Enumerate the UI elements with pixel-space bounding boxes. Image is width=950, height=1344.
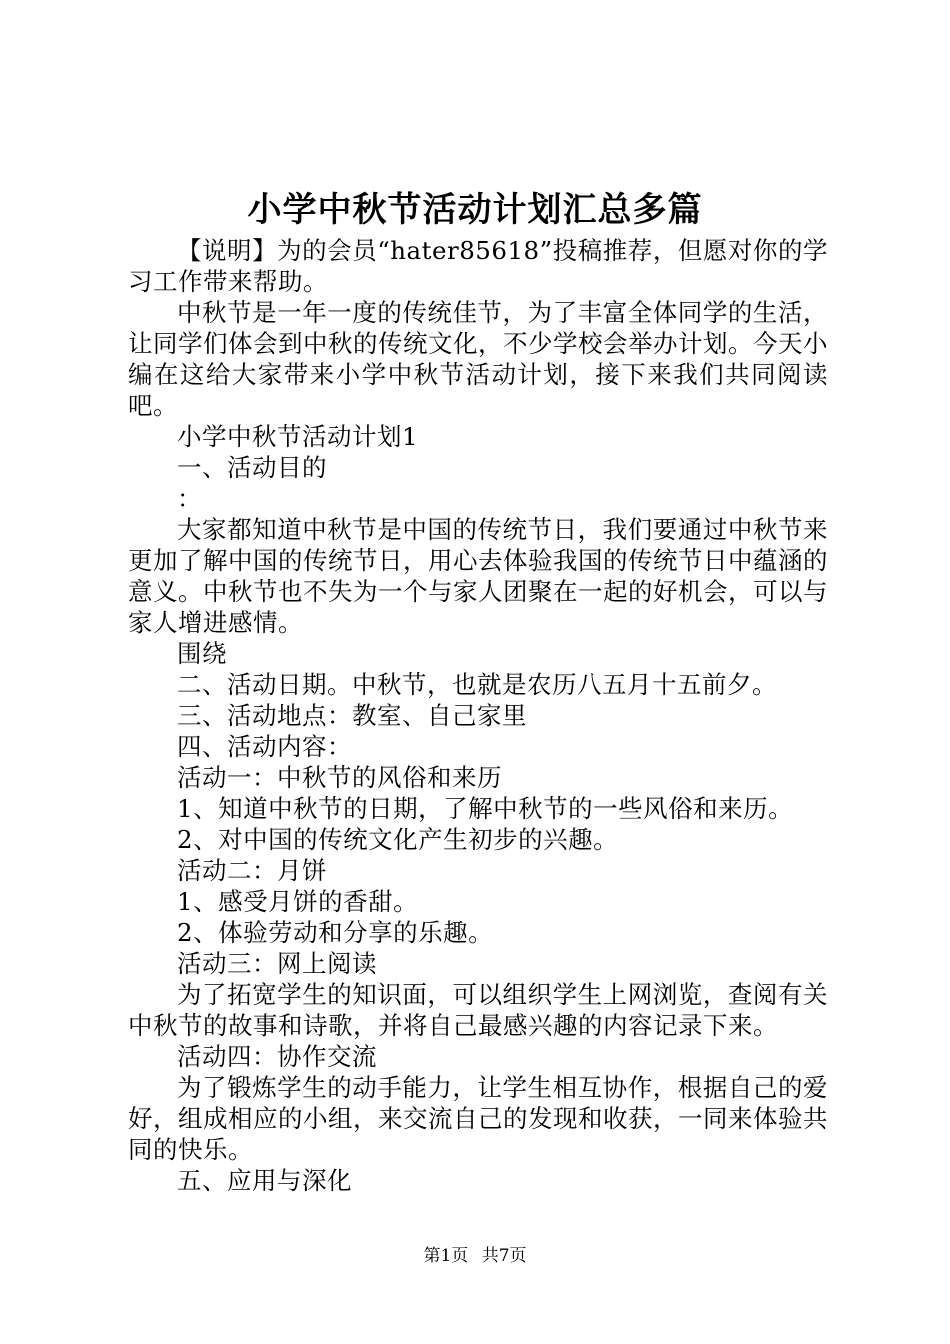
- activity-heading-4: 活动四：协作交流: [177, 1042, 377, 1071]
- section-heading-application: 五、应用与深化: [177, 1166, 352, 1195]
- section-heading-content: 四、活动内容：: [177, 732, 352, 761]
- section-heading-location: 三、活动地点：教室、自己家里: [177, 701, 527, 730]
- activity-heading-2: 活动二：月饼: [177, 856, 327, 885]
- paragraph-purpose: 大家都知道中秋节是中国的传统节日，我们要通过中秋节来更加了解中国的传统节日，用心去体验我国的传统节日中蕴涵的意义。中秋节也不失为一个与家人团聚在一起的好机会，可以与家人增进感情。: [128, 515, 828, 637]
- page-footer: [0, 1244, 950, 1268]
- document-title: 小学中秋节活动计划汇总多篇: [247, 190, 703, 230]
- paragraph-colon: ：: [177, 484, 202, 513]
- page-total: 共7页: [481, 1246, 527, 1266]
- paragraph-note: 【说明】为的会员“hater85618”投稿推荐，但愿对你的学习工作带来帮助。: [128, 236, 828, 296]
- list-item: 2、对中国的传统文化产生初步的兴趣。: [177, 825, 619, 854]
- paragraph-intro: 中秋节是一年一度的传统佳节，为了丰富全体同学的生活，让同学们体会到中秋的传统文化，不少学校会举办计划。今天小编在这给大家带来小学中秋节活动计划，接下来我们共同阅读吧。: [128, 298, 828, 420]
- section-heading-purpose: 一、活动目的: [177, 453, 327, 482]
- activity-heading-3: 活动三：网上阅读: [177, 949, 377, 978]
- page-number: 第1页: [423, 1246, 469, 1266]
- activity-heading-1: 活动一：中秋节的风俗和来历: [177, 763, 502, 792]
- list-item: 1、知道中秋节的日期，了解中秋节的一些风俗和来历。: [177, 794, 794, 823]
- paragraph-activity-4: 为了锻炼学生的动手能力，让学生相互协作，根据自己的爱好，组成相应的小组，来交流自己的发现和收获，一同来体验共同的快乐。: [128, 1073, 828, 1164]
- list-item: 1、感受月饼的香甜。: [177, 887, 419, 916]
- section-heading-plan-1: 小学中秋节活动计划1: [177, 422, 419, 451]
- paragraph-around: 围绕: [177, 639, 227, 668]
- section-heading-date: 二、活动日期。中秋节，也就是农历八五月十五前夕。: [177, 670, 777, 699]
- document-body: [128, 235, 828, 1196]
- paragraph-activity-3: 为了拓宽学生的知识面，可以组织学生上网浏览，查阅有关中秋节的故事和诗歌，并将自己最感兴趣的内容记录下来。: [128, 980, 828, 1040]
- list-item: 2、体验劳动和分享的乐趣。: [177, 918, 494, 947]
